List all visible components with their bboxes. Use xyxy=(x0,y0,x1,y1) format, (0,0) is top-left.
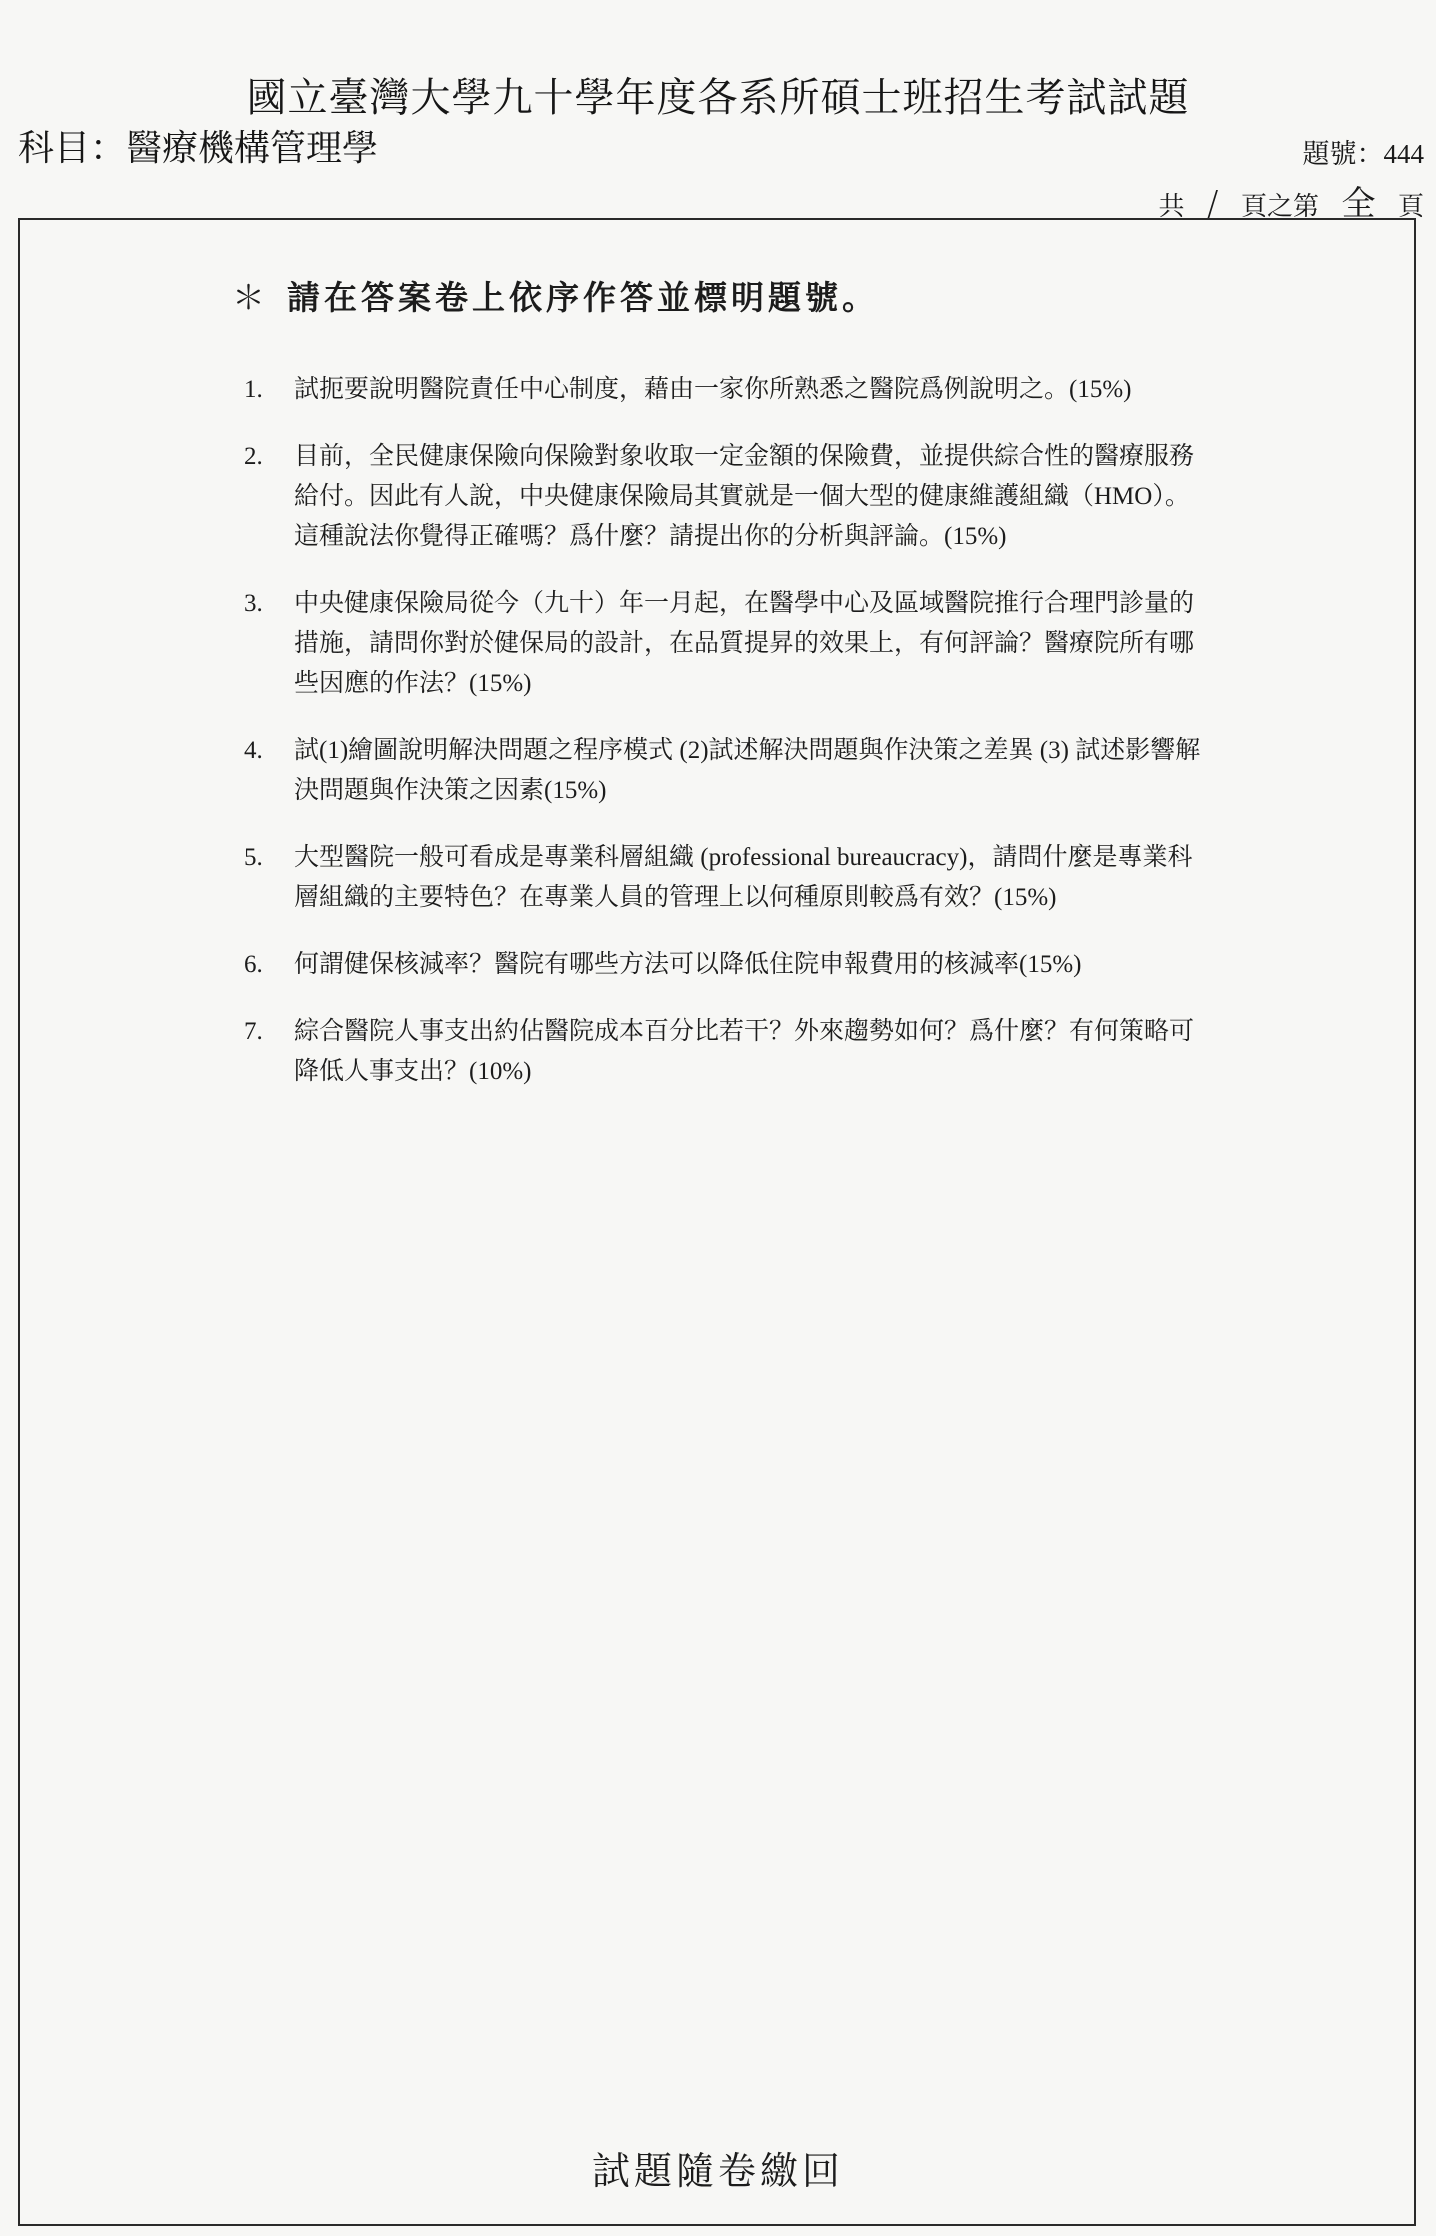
page-total-prefix: 共 xyxy=(1158,192,1185,221)
question-number: 3. xyxy=(244,590,263,617)
question-text: 試(1)繪圖說明解決問題之程序模式 (2)試述解決問題與作決策之差異 (3) 試述影響解決問題與作決策之因素(15%) xyxy=(294,737,1201,804)
subject-label: 科目：醫療機構管理學 xyxy=(18,128,379,168)
question-list xyxy=(244,370,1204,1119)
page-suffix: 頁 xyxy=(1397,192,1424,221)
question-number: 4. xyxy=(244,737,263,764)
question-text: 試扼要說明醫院責任中心制度，藉由一家你所熟悉之醫院爲例說明之。(15%) xyxy=(294,376,1132,403)
question-text: 綜合醫院人事支出約佔醫院成本百分比若干？外來趨勢如何？爲什麼？有何策略可降低人事支出？(10%) xyxy=(294,1018,1195,1085)
question-item xyxy=(244,584,1204,704)
question-item xyxy=(244,437,1204,557)
question-item xyxy=(244,370,1204,410)
page-current-prefix: 頁之第 xyxy=(1240,192,1319,221)
question-item xyxy=(244,1012,1204,1092)
question-number: 7. xyxy=(244,1018,263,1045)
page-current-value: 全 xyxy=(1341,184,1376,224)
instruction-text: 請在答案卷上依序作答並標明題號。 xyxy=(287,281,879,317)
question-number: 1. xyxy=(244,376,263,403)
question-item xyxy=(244,731,1204,811)
exam-title: 國立臺灣大學九十學年度各系所碩士班招生考試試題 xyxy=(246,75,1190,120)
exam-number: 題號：444 xyxy=(1302,139,1424,169)
question-text: 何謂健保核減率？醫院有哪些方法可以降低住院申報費用的核減率(15%) xyxy=(294,951,1082,978)
question-number: 5. xyxy=(244,844,263,871)
page-total-value: / xyxy=(1207,184,1219,224)
question-item xyxy=(244,945,1204,985)
footer-notice: 試題隨卷繳回 xyxy=(591,2151,844,2193)
question-text: 目前，全民健康保險向保險對象收取一定金額的保險費，並提供綜合性的醫療服務給付。因此有人說，中央健康保險局其實就是一個大型的健康維護組織（HMO）。這種說法你覺得正確嗎？爲什麼？請提出你的分析與評論。(15%) xyxy=(294,443,1195,550)
instruction xyxy=(232,272,879,319)
asterisk-icon: ＊ xyxy=(232,281,269,317)
question-number: 2. xyxy=(244,443,263,470)
question-text: 中央健康保險局從今（九十）年一月起，在醫學中心及區域醫院推行合理門診量的措施，請問你對於健保局的設計，在品質提昇的效果上，有何評論？醫療院所有哪些因應的作法？(15%) xyxy=(294,590,1195,697)
question-number: 6. xyxy=(244,951,263,978)
question-item xyxy=(244,838,1204,918)
question-text: 大型醫院一般可看成是專業科層組織 (professional bureaucracy)，請問什麼是專業科層組織的主要特色？在專業人員的管理上以何種原則較爲有效？(15%) xyxy=(294,844,1193,911)
